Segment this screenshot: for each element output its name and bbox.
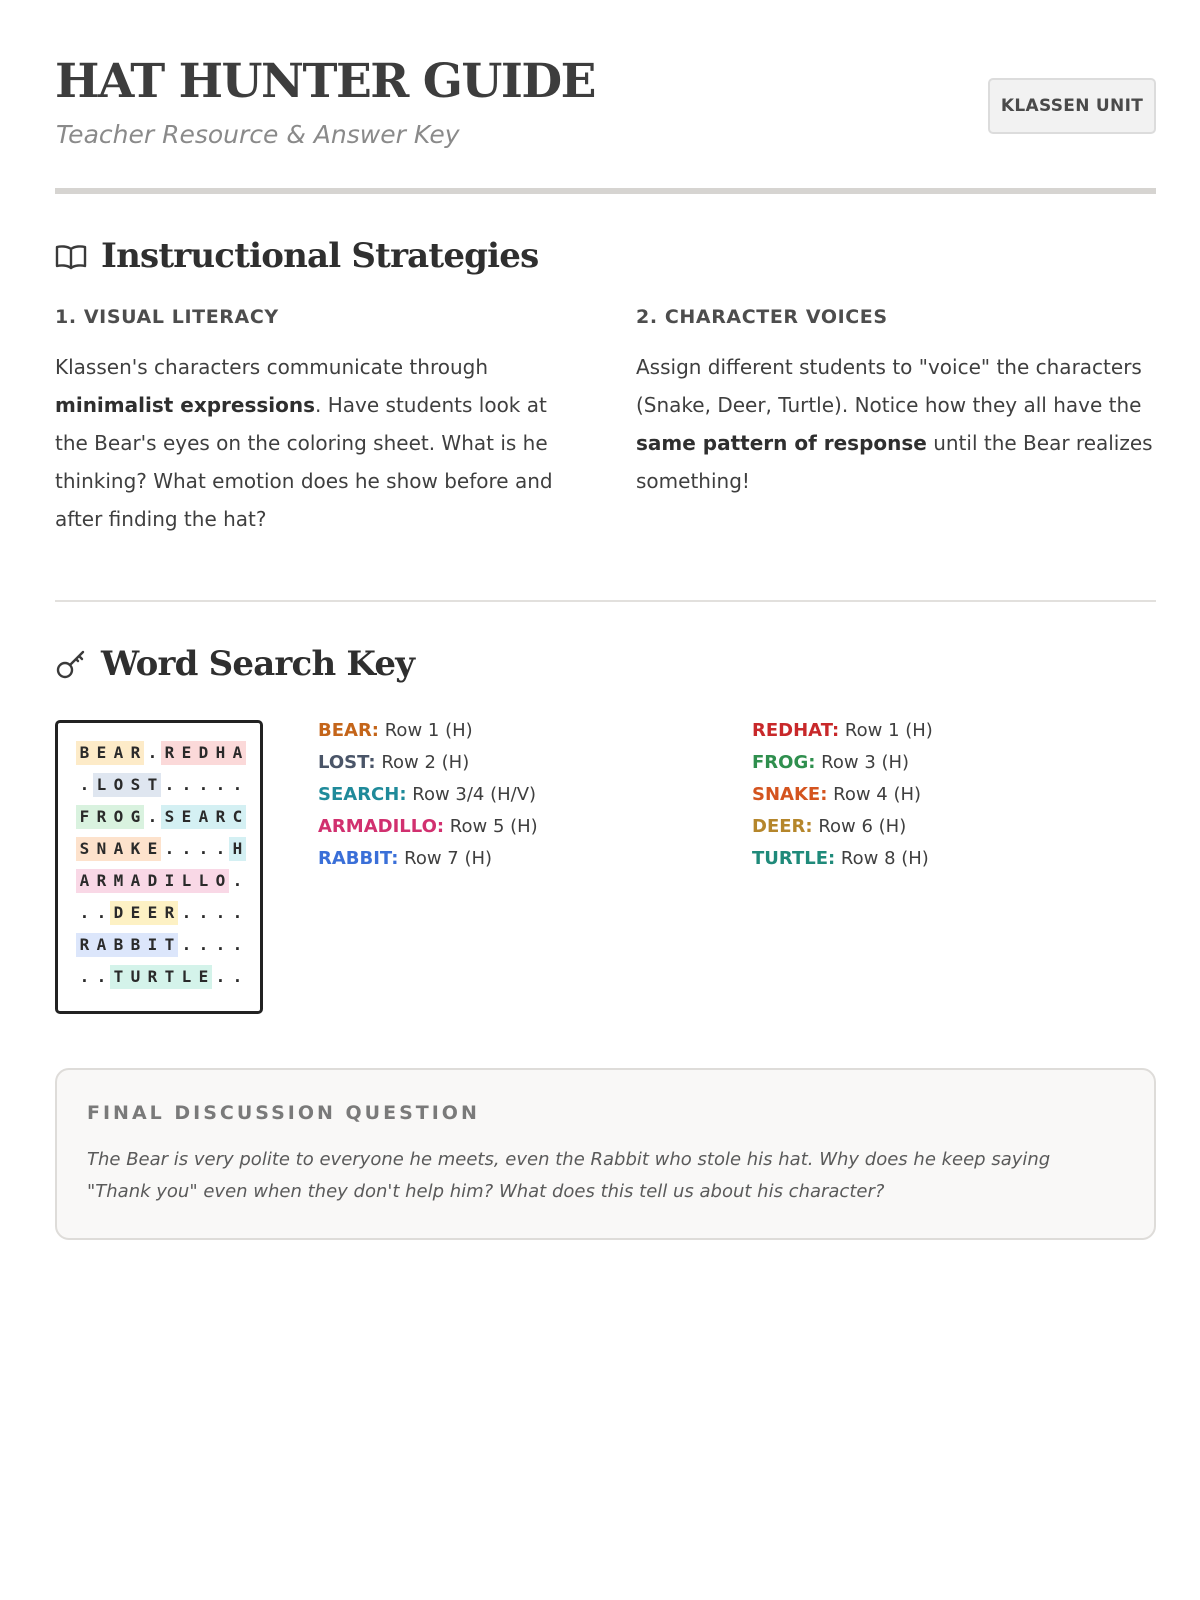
grid-cell: B — [110, 933, 127, 957]
word-location: Row 4 (H) — [827, 784, 922, 805]
grid-cell: A — [195, 805, 212, 829]
grid-cell: A — [76, 869, 93, 893]
strategy-text — [636, 348, 1156, 500]
grid-cell: . — [232, 775, 243, 794]
section-divider — [55, 600, 1156, 602]
grid-cell: D — [110, 901, 127, 925]
grid-cell: R — [76, 933, 93, 957]
grid-cell: F — [76, 805, 93, 829]
grid-cell: R — [161, 901, 178, 925]
discussion-question: The Bear is very polite to everyone he meets, even the Rabbit who stole his hat. Why does he keep saying "Thank you" even when they don't help him? What does this tell us about his character? — [87, 1149, 1051, 1202]
word-location: Row 6 (H) — [812, 816, 907, 837]
grid-cell: T — [110, 965, 127, 989]
grid-row — [76, 965, 246, 989]
grid-cell: R — [93, 805, 110, 829]
grid-cell: R — [144, 965, 161, 989]
word-key-item — [752, 811, 933, 843]
grid-cell: . — [198, 775, 209, 794]
grid-cell: U — [127, 965, 144, 989]
text-run-bold: same pattern of response — [636, 431, 927, 455]
word-location: Row 1 (H) — [379, 720, 473, 741]
grid-cell: H — [212, 741, 229, 765]
grid-row — [76, 837, 246, 861]
grid-cell: . — [198, 903, 209, 922]
word-location: Row 2 (H) — [375, 752, 470, 773]
open-book-icon — [55, 242, 87, 270]
grid-cell: . — [147, 743, 158, 762]
grid-cell: . — [215, 967, 226, 986]
word-label: SEARCH: — [318, 784, 407, 805]
word-location: Row 3/4 (H/V) — [406, 784, 537, 805]
grid-row — [76, 901, 246, 925]
grid-cell: A — [110, 741, 127, 765]
grid-cell: O — [110, 773, 127, 797]
grid-cell: A — [110, 837, 127, 861]
word-search-title: Word Search Key — [101, 644, 415, 684]
word-label: REDHAT: — [752, 720, 840, 741]
grid-cell: D — [195, 741, 212, 765]
grid-cell: R — [161, 741, 178, 765]
grid-cell: R — [212, 805, 229, 829]
grid-row — [76, 805, 246, 829]
strategy-text — [55, 348, 575, 538]
grid-cell: O — [110, 805, 127, 829]
text-run-bold: minimalist expressions — [55, 393, 316, 417]
grid-cell: L — [195, 869, 212, 893]
discussion-label: FINAL DISCUSSION QUESTION — [87, 1102, 480, 1124]
word-label: BEAR: — [318, 720, 380, 741]
grid-cell: . — [215, 839, 226, 858]
strategies-title: Instructional Strategies — [101, 236, 539, 276]
word-list-right — [752, 715, 933, 875]
word-key-item — [752, 779, 933, 811]
grid-cell: . — [232, 903, 243, 922]
grid-cell: C — [229, 805, 246, 829]
grid-cell: A — [229, 741, 246, 765]
grid-cell: E — [144, 837, 161, 861]
word-key-item — [752, 715, 933, 747]
strategies-heading — [55, 236, 538, 276]
word-location: Row 3 (H) — [815, 752, 910, 773]
word-label: ARMADILLO: — [318, 816, 445, 837]
grid-cell: L — [178, 869, 195, 893]
grid-cell: . — [232, 967, 243, 986]
grid-cell: N — [93, 837, 110, 861]
text-run: until the Bear realizes something! — [636, 431, 1153, 493]
word-key-item — [752, 843, 933, 875]
word-search-grid — [55, 720, 263, 1014]
grid-cell: H — [229, 837, 246, 861]
grid-cell: S — [161, 805, 178, 829]
word-key-item — [318, 747, 538, 779]
key-icon — [55, 648, 87, 680]
text-run: Assign different students to "voice" the characters (Snake, Deer, Turtle). Notice how they all have the — [636, 355, 1142, 417]
word-location: Row 8 (H) — [835, 848, 929, 869]
grid-cell: T — [144, 773, 161, 797]
word-label: RABBIT: — [318, 848, 399, 869]
grid-cell: . — [96, 903, 107, 922]
grid-cell: . — [232, 871, 243, 890]
word-location: Row 7 (H) — [398, 848, 493, 869]
word-key-item — [318, 779, 538, 811]
grid-cell: A — [127, 869, 144, 893]
grid-cell: . — [215, 775, 226, 794]
grid-cell: R — [93, 869, 110, 893]
grid-cell: E — [178, 741, 195, 765]
strategy-heading: 1. VISUAL LITERACY — [55, 306, 279, 328]
grid-cell: . — [181, 935, 192, 954]
grid-row — [76, 773, 246, 797]
word-label: LOST: — [318, 752, 376, 773]
grid-cell: E — [178, 805, 195, 829]
grid-cell: I — [144, 933, 161, 957]
page-subtitle: Teacher Resource & Answer Key — [56, 120, 460, 149]
grid-cell: S — [127, 773, 144, 797]
unit-badge: KLASSEN UNIT — [988, 78, 1156, 134]
grid-cell: L — [93, 773, 110, 797]
word-label: FROG: — [752, 752, 816, 773]
grid-cell: . — [147, 807, 158, 826]
grid-cell: . — [198, 935, 209, 954]
grid-cell: . — [79, 903, 90, 922]
grid-cell: E — [144, 901, 161, 925]
header-divider — [55, 188, 1156, 194]
word-label: DEER: — [752, 816, 813, 837]
strategy-heading: 2. CHARACTER VOICES — [636, 306, 888, 328]
grid-cell: T — [161, 933, 178, 957]
grid-cell: . — [181, 775, 192, 794]
word-location: Row 1 (H) — [839, 720, 933, 741]
grid-cell: E — [127, 901, 144, 925]
grid-cell: . — [181, 839, 192, 858]
grid-cell: L — [178, 965, 195, 989]
text-run: . Have students look at the Bear's eyes on the coloring sheet. What is he thinking? What emotion does he show before and after finding the hat? — [55, 393, 553, 531]
strategy-visual-literacy — [55, 306, 575, 538]
grid-cell: I — [161, 869, 178, 893]
page-title: HAT HUNTER GUIDE — [55, 54, 595, 109]
grid-cell: . — [164, 775, 175, 794]
text-run: Klassen's characters communicate through — [55, 355, 489, 379]
grid-row — [76, 933, 246, 957]
word-key-item — [318, 843, 538, 875]
word-key-item — [318, 811, 538, 843]
grid-cell: O — [212, 869, 229, 893]
grid-cell: . — [232, 935, 243, 954]
word-key-item — [752, 747, 933, 779]
word-label: TURTLE: — [752, 848, 836, 869]
grid-cell: S — [76, 837, 93, 861]
grid-cell: E — [93, 741, 110, 765]
grid-cell: K — [127, 837, 144, 861]
grid-cell: . — [215, 935, 226, 954]
grid-row — [76, 741, 246, 765]
strategy-character-voices — [636, 306, 1156, 500]
grid-cell: E — [195, 965, 212, 989]
grid-cell: . — [198, 839, 209, 858]
word-search-heading — [55, 644, 414, 684]
word-list-left — [318, 715, 538, 875]
grid-row — [76, 869, 246, 893]
grid-cell: B — [127, 933, 144, 957]
word-location: Row 5 (H) — [444, 816, 538, 837]
grid-cell: D — [144, 869, 161, 893]
grid-cell: . — [79, 775, 90, 794]
grid-cell: . — [181, 903, 192, 922]
grid-cell: M — [110, 869, 127, 893]
grid-cell: A — [93, 933, 110, 957]
grid-cell: R — [127, 741, 144, 765]
grid-cell: . — [79, 967, 90, 986]
grid-cell: . — [96, 967, 107, 986]
grid-cell: G — [127, 805, 144, 829]
discussion-box — [55, 1068, 1156, 1240]
grid-cell: T — [161, 965, 178, 989]
grid-cell: . — [164, 839, 175, 858]
grid-cell: B — [76, 741, 93, 765]
grid-cell: . — [215, 903, 226, 922]
word-key-item — [318, 715, 538, 747]
word-label: SNAKE: — [752, 784, 828, 805]
